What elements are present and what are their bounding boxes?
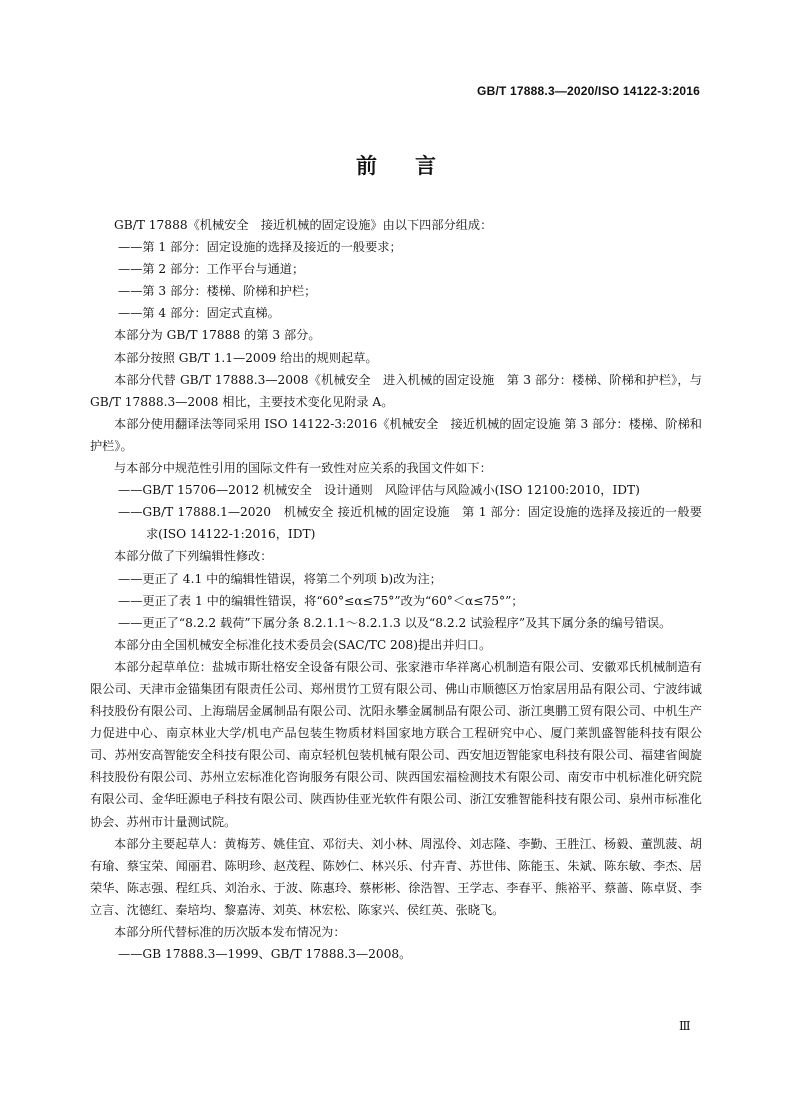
list-item: ——GB 17888.3—1999、GB/T 17888.3—2008。 (118, 947, 412, 962)
list-item: ——第 2 部分：工作平台与通道； (118, 262, 305, 277)
list-item: ——更正了表 1 中的编辑性错误，将“60°≤α≤75°”改为“60°＜α≤75°”； (118, 593, 524, 608)
list-item: ——第 4 部分：固定式直梯。 (118, 306, 280, 321)
list-item: ——更正了“8.2.2 载荷”下属分条 8.2.1.1～8.2.1.3 以及“8.2.2 试验程序”及其下属分条的编号错误。 (118, 615, 672, 630)
list-item: ——GB/T 17888.1—2020 机械安全 接近机械的固定设施 第 1 部分：固定设施的选择及接近的一般要求(ISO 14122-1:2016，IDT) (118, 505, 702, 542)
paragraph: 本部分代替 GB/T 17888.3—2008《机械安全 进入机械的固定设施 第 3 部分：楼梯、阶梯和护栏》，与 GB/T 17888.3—2008 相比，主要技术变化见附录 A。 (90, 372, 702, 409)
paragraph: 与本部分中规范性引用的国际文件有一致性对应关系的我国文件如下： (114, 461, 492, 476)
list-item: ——第 3 部分：楼梯、阶梯和护栏； (118, 284, 317, 299)
paragraph: 本部分做了下列编辑性修改： (114, 549, 273, 564)
list-item: ——第 1 部分：固定设施的选择及接近的一般要求； (118, 240, 402, 255)
paragraph: 本部分由全国机械安全标准化技术委员会(SAC/TC 208)提出并归口。 (114, 637, 492, 652)
paragraph: 本部分按照 GB/T 1.1—2009 给出的规则起草。 (114, 350, 378, 365)
foreword-body (90, 214, 702, 965)
page-title (0, 150, 792, 180)
list-item: ——更正了 4.1 中的编辑性错误，将第二个列项 b)改为注； (118, 571, 442, 586)
paragraph: 本部分主要起草人：黄梅芳、姚佳宜、邓衍夫、刘小林、周泓伶、刘志隆、李勤、王胜江、杨毅、董凯菠、胡有瑜、蔡宝荣、闻丽君、陈明珍、赵茂程、陈妙仁、林兴乐、付卉青、苏世伟、陈能玉、朱斌、陈东敏、李杰、居荣华、陈志强、程红兵、刘治永、于波、陈惠玲、蔡彬彬、徐浩智、王学志、李春平、熊裕平、蔡蔷、陈卓贤、李立言、沈德红、秦培均、黎嘉涛、刘英、林宏松、陈家兴、侯红英、张晓飞。 (90, 836, 702, 917)
page-title-text: 前言 (356, 154, 474, 178)
paragraph: 本部分使用翻译法等同采用 ISO 14122-3:2016《机械安全 接近机械的固定设施 第 3 部分：楼梯、阶梯和护栏》。 (90, 416, 702, 453)
paragraph: 本部分所代替标准的历次版本发布情况为： (114, 925, 346, 939)
paragraph: 本部分起草单位：盐城市斯壮格安全设备有限公司、张家港市华祥离心机制造有限公司、安徽邓氏机械制造有限公司、天津市金锚集团有限责任公司、郑州贯竹工贸有限公司、佛山市顺德区万怡家居用品有限公司、宁波纬诚科技股份有限公司、上海瑞居金属制品有限公司、沈阳永攀金属制品有限公司、浙江奥鹏工贸有限公司、中机生产力促进中心、南京林业大学/机电产品包装生物质材料国家地方联合工程研究中心、厦门莱凯盛智能科技有限公司、苏州安高智能安全科技有限公司、南京轻机包装机械有限公司、西安旭迈智能家电科技有限公司、福建省闽旋科技股份有限公司、苏州立宏标准化咨询服务有限公司、陕西国宏福检测技术有限公司、南安市中机标准化研究院有限公司、金华旺源电子科技有限公司、陕西协佳亚光软件有限公司、浙江安雅智能科技有限公司、泉州市标准化协会、苏州市计量测试院。 (90, 659, 702, 829)
standard-code-header: GB/T 17888.3—2020/ISO 14122-3:2016 (477, 84, 700, 98)
paragraph: 本部分为 GB/T 17888 的第 3 部分。 (114, 328, 321, 343)
page-number: Ⅲ (679, 1019, 691, 1033)
list-item: ——GB/T 15706—2012 机械安全 设计通则 风险评估与风险减小(ISO 12100:2010，IDT) (118, 483, 640, 498)
paragraph: GB/T 17888《机械安全 接近机械的固定设施》由以下四部分组成： (114, 218, 493, 232)
